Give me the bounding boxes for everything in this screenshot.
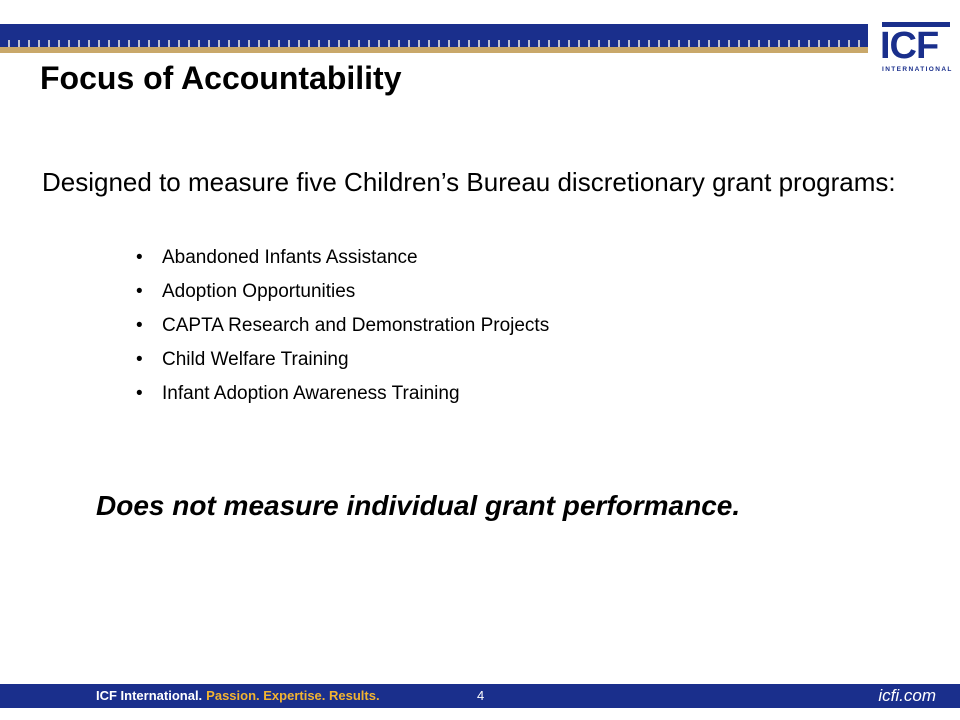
logo-subtext: INTERNATIONAL <box>882 66 953 73</box>
program-item: • Child Welfare Training <box>136 346 549 380</box>
emphasis-statement: Does not measure individual grant performance. <box>96 490 741 521</box>
header-band <box>0 24 868 40</box>
page-number: 4 <box>477 688 485 703</box>
program-item: • CAPTA Research and Demonstration Projects <box>136 312 549 346</box>
program-item: • Infant Adoption Awareness Training <box>136 380 549 414</box>
header-accent-band <box>0 47 868 53</box>
lead-paragraph: Designed to measure five Children’s Bureau discretionary grant programs: <box>42 167 896 197</box>
logo-text: ICF <box>880 25 939 67</box>
footer-bar <box>0 684 960 708</box>
footer-company: ICF International. <box>96 688 203 703</box>
program-list <box>136 244 549 414</box>
header-stripes <box>0 40 868 47</box>
site-url: icfi.com <box>878 686 936 705</box>
program-item: • Abandoned Infants Assistance <box>136 244 549 278</box>
footer-slogan: Passion. Expertise. Results. <box>206 688 380 703</box>
program-item: • Adoption Opportunities <box>136 278 549 312</box>
footer-tagline <box>96 687 380 705</box>
icf-logo <box>878 22 954 78</box>
slide-title: Focus of Accountability <box>40 60 402 96</box>
